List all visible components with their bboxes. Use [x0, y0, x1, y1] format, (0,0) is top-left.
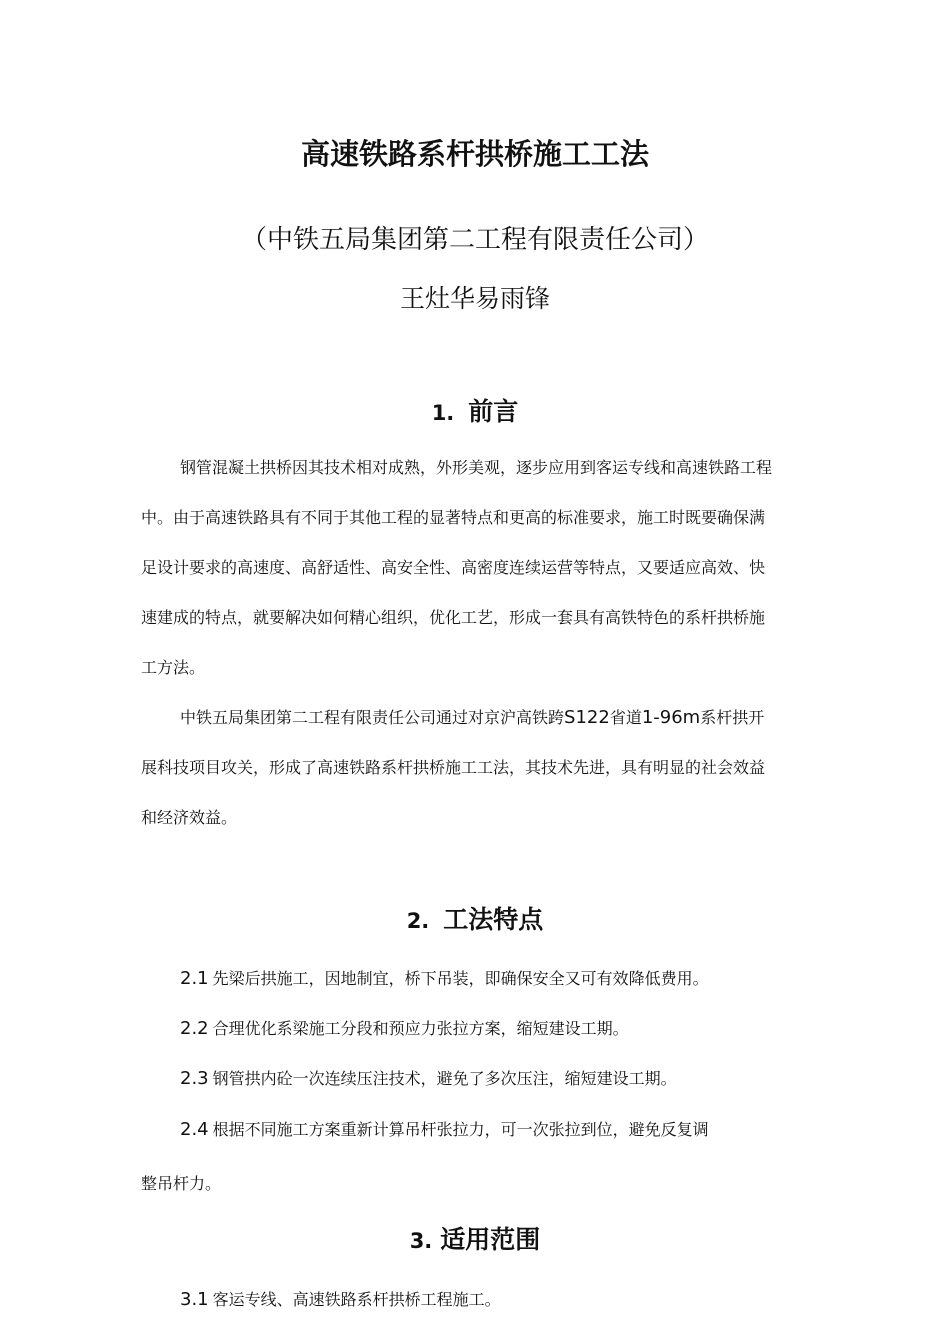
- item-number: 2.1: [180, 968, 209, 989]
- item-text: 根据不同施工方案重新计算吊杆张拉力，可一次张拉到位，避免反复调: [212, 1120, 709, 1139]
- paragraph-line: 足设计要求的高速度、高舒适性、高安全性、高密度连续运营等特点，又要适应高效、快: [141, 558, 766, 577]
- section-heading-3: [0, 1220, 950, 1256]
- item-number: 3.1: [180, 1289, 209, 1310]
- text-run: 中铁五局集团第二工程有限责任公司通过对京沪高铁跨: [180, 708, 565, 727]
- item-number: 2.4: [180, 1119, 209, 1140]
- item-text: 合理优化系梁施工分段和预应力张拉方案，缩短建设工期。: [212, 1019, 629, 1038]
- text-run: 系杆拱开: [700, 708, 765, 727]
- paragraph-intro-1: [141, 443, 821, 693]
- section-title: 前言: [468, 397, 519, 426]
- section-number: 1.: [431, 401, 455, 425]
- list-item: [180, 1287, 501, 1310]
- paragraph-line: 工方法。: [141, 658, 206, 677]
- span-length: 1-96m: [641, 707, 701, 728]
- document-organization: （中铁五局集团第二工程有限责任公司）: [240, 225, 709, 255]
- item-number: 2.2: [180, 1018, 209, 1039]
- paragraph-line: 展科技项目攻关，形成了高速铁路系杆拱桥施工工法，其技术先进，具有明显的社会效益: [141, 758, 766, 777]
- item-text: 先梁后拱施工，因地制宜，桥下吊装，即确保安全又可有效降低费用。: [212, 969, 709, 988]
- paragraph-line: 和经济效益。: [141, 808, 238, 827]
- list-item: [180, 1117, 709, 1140]
- list-item: [180, 1066, 677, 1089]
- section-title: 适用范围: [440, 1225, 541, 1254]
- section-number: 2.: [406, 909, 430, 933]
- section-heading-1: [0, 392, 950, 428]
- list-item-continuation: 整吊杆力。: [141, 1174, 222, 1193]
- item-text: 钢管拱内砼一次连续压注技术，避免了多次压注，缩短建设工期。: [212, 1069, 677, 1088]
- paragraph-line: 中。由于高速铁路具有不同于其他工程的显著特点和更高的标准要求，施工时既要确保满: [141, 508, 766, 527]
- paragraph-line: [141, 693, 821, 743]
- document-title: 高速铁路系杆拱桥施工工法: [300, 137, 649, 171]
- section-number: 3.: [409, 1229, 433, 1253]
- paragraph-line: 速建成的特点，就要解决如何精心组织，优化工艺，形成一套具有高铁特色的系杆拱桥施: [141, 608, 766, 627]
- section-title: 工法特点: [443, 905, 544, 934]
- item-text: 客运专线、高速铁路系杆拱桥工程施工。: [212, 1290, 501, 1309]
- road-code: S122: [564, 707, 610, 728]
- paragraph-intro-2: [141, 693, 821, 843]
- paragraph-line: 钢管混凝土拱桥因其技术相对成熟，外形美观，逐步应用到客运专线和高速铁路工程: [180, 458, 773, 477]
- item-number: 2.3: [180, 1068, 209, 1089]
- list-item: [180, 1016, 629, 1039]
- list-item: [180, 966, 709, 989]
- section-heading-2: [0, 900, 950, 936]
- text-run: 省道: [609, 708, 642, 727]
- document-authors: 王灶华易雨锋: [399, 284, 550, 313]
